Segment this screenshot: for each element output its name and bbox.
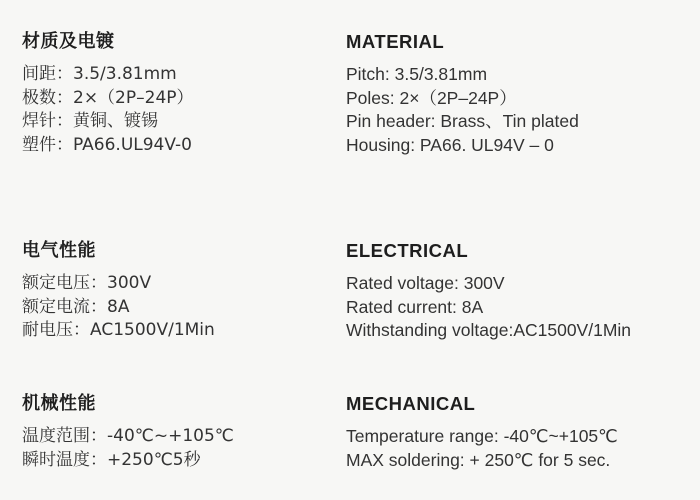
zh-pin-header-line: 焊针：黄铜、镀锡: [22, 111, 158, 131]
zh-pitch-line: 间距：3.5/3.81mm: [22, 64, 177, 84]
zh-poles-line: 极数：2×（2P–24P）: [22, 87, 194, 108]
zh-electrical-section: [22, 240, 322, 343]
en-housing-line: Housing: PA66. UL94V – 0: [346, 134, 554, 155]
zh-rated-voltage-line: 额定电压：300V: [22, 273, 152, 293]
en-electrical-lines: [346, 272, 696, 343]
en-material-title: MATERIAL: [346, 31, 445, 52]
zh-housing-line: 塑件：PA66.UL94V-0: [22, 134, 192, 155]
zh-material-title: 材质及电镀: [22, 31, 115, 52]
en-electrical-title: ELECTRICAL: [346, 240, 469, 261]
en-poles-line: Poles: 2×（2P–24P）: [346, 87, 517, 108]
zh-rated-current-line: 额定电流：8A: [22, 296, 130, 317]
zh-soldering-line: 瞬时温度：+250℃5秒: [22, 449, 201, 470]
en-pin-header-line: Pin header: Brass、Tin plated: [346, 111, 579, 131]
zh-mechanical-lines: [22, 425, 322, 472]
en-material-section: [346, 31, 696, 157]
zh-mechanical-title: 机械性能: [22, 393, 96, 414]
zh-electrical-lines: [22, 272, 322, 343]
en-material-lines: [346, 63, 696, 157]
zh-mechanical-section: [22, 393, 322, 472]
zh-material-section: [22, 31, 322, 157]
en-withstanding-voltage-line: Withstanding voltage:AC1500V/1Min: [346, 320, 632, 340]
en-mechanical-title: MECHANICAL: [346, 393, 476, 414]
zh-electrical-title: 电气性能: [22, 240, 96, 261]
en-electrical-section: [346, 240, 696, 343]
en-mechanical-section: [346, 393, 696, 472]
zh-temperature-range-line: 温度范围：-40℃~+105℃: [22, 426, 234, 446]
en-pitch-line: Pitch: 3.5/3.81mm: [346, 64, 488, 84]
zh-material-lines: [22, 63, 322, 157]
zh-withstanding-voltage-line: 耐电压：AC1500V/1Min: [22, 320, 215, 340]
en-temperature-range-line: Temperature range: -40℃~+105℃: [346, 426, 618, 446]
en-mechanical-lines: [346, 425, 696, 472]
en-rated-current-line: Rated current: 8A: [346, 296, 484, 317]
en-soldering-line: MAX soldering: + 250℃ for 5 sec.: [346, 449, 611, 470]
en-rated-voltage-line: Rated voltage: 300V: [346, 273, 505, 293]
